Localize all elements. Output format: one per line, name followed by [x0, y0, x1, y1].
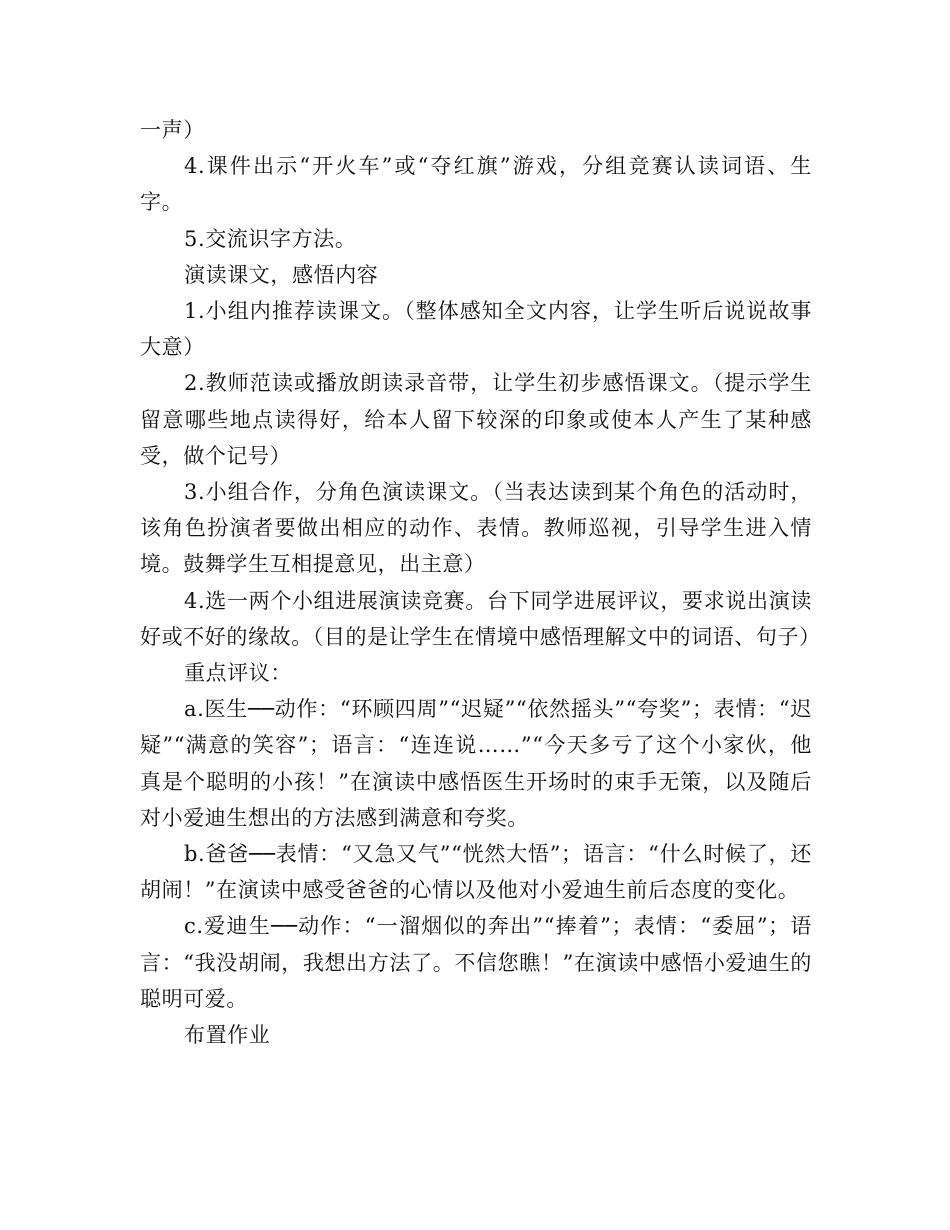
paragraph-step-5-methods: 5.交流识字方法。 [184, 226, 357, 251]
paragraph-reading-4: 4.选一两个小组进展演读竞赛。台下同学进展评议，要求说出演读好或不好的缘故。（目的是让学生在情境中感悟理解文中的词语、句子） [140, 588, 821, 649]
paragraph-reading-1: 1.小组内推荐读课文。（整体感知全文内容，让学生听后说说故事大意） [140, 299, 812, 360]
paragraph-reading-3: 3.小组合作，分角色演读课文。（当表达读到某个角色的活动时，该角色扮演者要做出相应的动作、表情。教师巡视，引导学生进入情境。鼓舞学生互相提意见，出主意） [140, 480, 812, 577]
paragraph-step-4-game: 4.课件出示“开火车”或“夺红旗”游戏，分组竞赛认读词语、生字。 [140, 154, 812, 215]
paragraph-continuation: 一声） [140, 118, 205, 142]
paragraph-review-doctor: a.医生──动作：“环顾四周”“迟疑”“依然摇头”“夸奖”；表情：“迟疑”“满意的笑容”；语言：“连连说……”“今天多亏了这个小家伙，他真是个聪明的小孩！”在演读中感悟医生开场时的束手无策，以及随后对小爱迪生想出的方法感到满意和夸奖。 [140, 697, 812, 830]
section-heading-review: 重点评议： [184, 661, 292, 686]
paragraph-review-father: b.爸爸──表情：“又急又气”“恍然大悟”；语言：“什么时候了，还胡闹！”在演读中感受爸爸的心情以及他对小爱迪生前后态度的变化。 [140, 842, 812, 903]
document-body [140, 112, 821, 1053]
section-heading-reading: 演读课文，感悟内容 [184, 262, 379, 287]
paragraph-reading-2: 2.教师范读或播放朗读录音带，让学生初步感悟课文。（提示学生留意哪些地点读得好，给本人留下较深的印象或使本人产生了某种感受，做个记号） [140, 371, 812, 468]
section-heading-homework: 布置作业 [184, 1023, 271, 1048]
paragraph-review-edison: c.爱迪生──动作：“一溜烟似的奔出”“捧着”；表情：“委屈”；语言：“我没胡闹，我想出方法了。不信您瞧！”在演读中感悟小爱迪生的聪明可爱。 [140, 914, 812, 1011]
